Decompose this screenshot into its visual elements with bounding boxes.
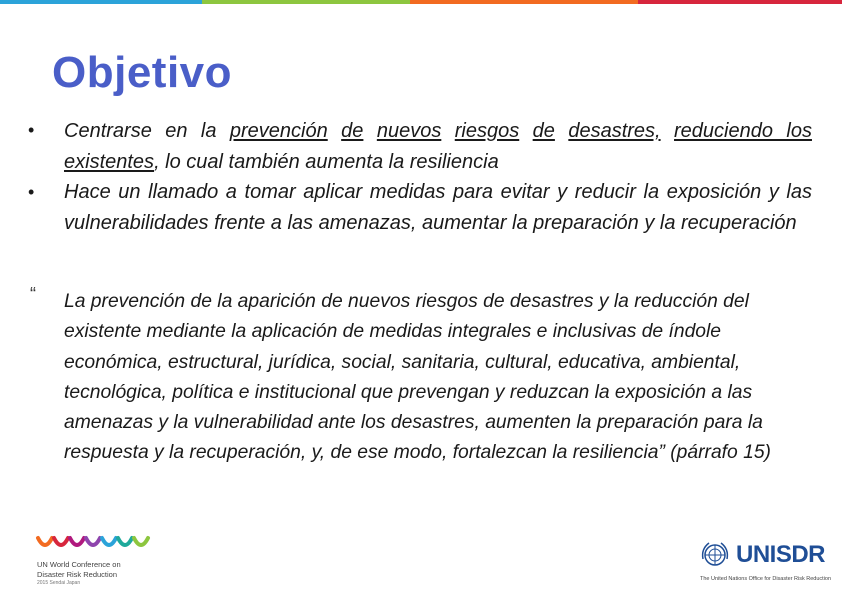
bullet-1-underlined-5: de [532, 120, 555, 142]
bullet-1-underlined-4: riesgos [454, 120, 520, 142]
quote-text: La prevención de la aparición de nuevos riesgos de desastres y la reducción del existente mediante la aplicación de medidas integrales e inclusivas de índole económica, estructural, jurídica, social, sanitaria, cultural, educativa, ambiental, tecnológica, política e institucional que prevengan y reduzcan la exposición a las amenazas y la vulnerabilidad ante los desastres, aumenten la preparación para la respuesta y la recuperación, y, de ese modo, fortalezcan la resiliencia” (párrafo 15) [64, 291, 771, 464]
bullet-marker-1: • [28, 120, 35, 140]
top-color-bar [0, 0, 842, 4]
conference-name [37, 560, 121, 589]
bullet-2-text: Hace un llamado a tomar aplicar medidas para evitar y reducir la exposición y las vulnerabilidades frente a las amenazas, aumentar la preparación y la recuperación [64, 181, 812, 234]
bullet-1-underlined-3: nuevos [376, 120, 442, 142]
un-emblem-icon [699, 539, 731, 571]
top-bar-segment-red [638, 0, 842, 4]
slide-title: Objetivo [52, 48, 233, 97]
top-bar-segment-orange [410, 0, 638, 4]
top-bar-segment-blue [0, 0, 202, 4]
quote-mark: “ [30, 284, 36, 304]
bullet-1-underlined-2: de [341, 120, 364, 142]
bullet-1-underlined-6: desastres, [568, 120, 661, 142]
bullet-1-underlined-1: prevención [229, 120, 328, 142]
top-bar-segment-green [202, 0, 410, 4]
bullet-1-underlined-7: reduciendo los existentes [64, 120, 812, 173]
conference-line-3: 2015 Sendai Japan [37, 580, 81, 586]
unisdr-wordmark: UNISDR [736, 541, 826, 568]
bullet-1-text [64, 116, 812, 177]
bullet-1-tail: , lo cual también aumenta la resiliencia [154, 150, 499, 173]
bullet-marker-2: • [28, 182, 35, 202]
bullet-1-lead: Centrarse en la [64, 120, 217, 142]
conference-line-1: UN World Conference on [37, 560, 121, 569]
unisdr-tagline: The United Nations Office for Disaster Risk Reduction [700, 576, 832, 582]
conference-line-2: Disaster Risk Reduction [37, 569, 118, 579]
